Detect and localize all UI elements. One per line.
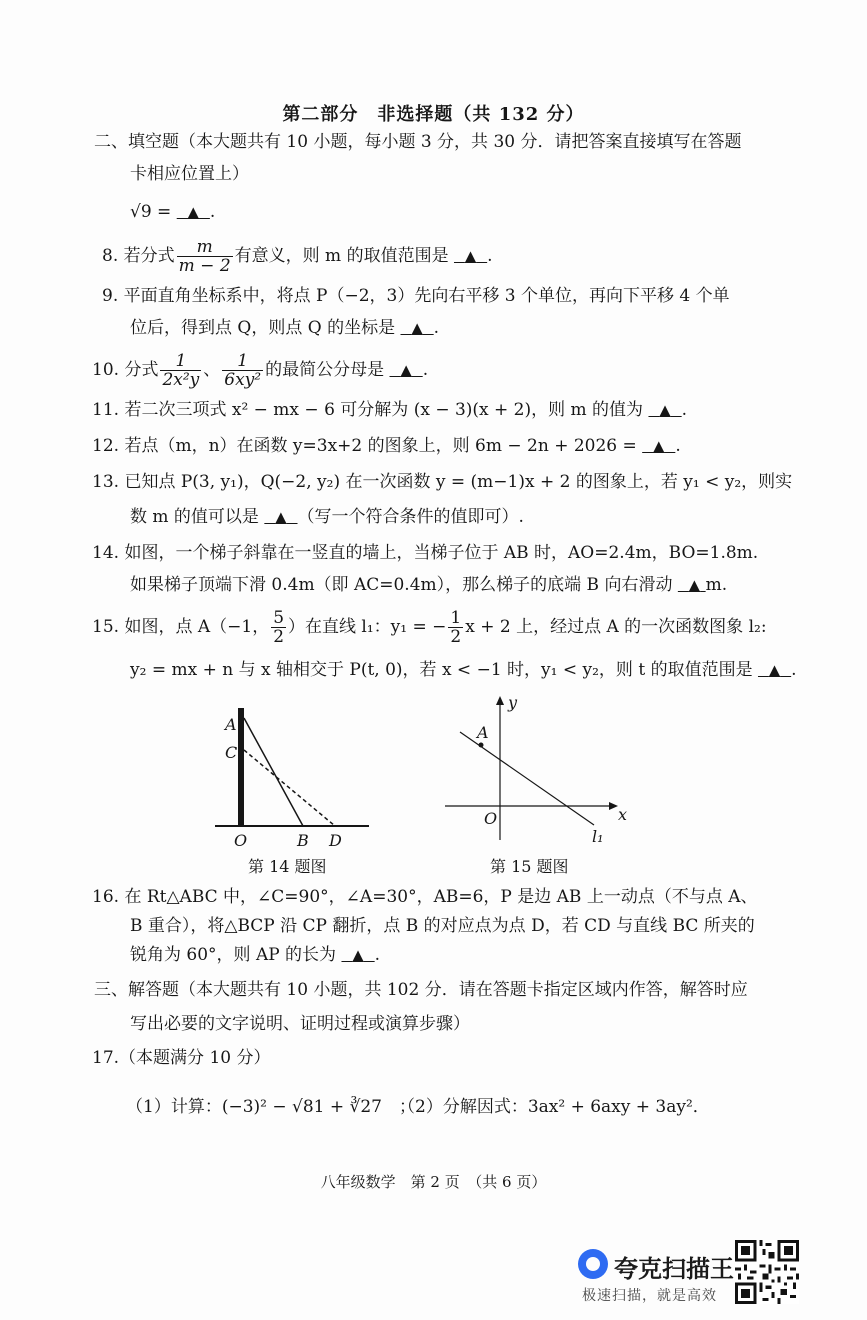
q13-line-2: 数 m 的值可以是 xyxy=(130,507,259,527)
fill-blank-heading: 二、填空题（本大题共有 10 小题，每小题 3 分，共 30 分．请把答案直接填写在答题 xyxy=(94,132,742,152)
q14-line-2: 如果梯子顶端下滑 0.4m（即 AC=0.4m），那么梯子的底端 B 向右滑动 xyxy=(130,575,673,595)
label-o: O xyxy=(234,831,248,850)
q11-text: 若二次三项式 x² − mx − 6 可分解为 (x − 3)(x + 2)，则 m 的值为 xyxy=(124,400,644,420)
ladder-ab xyxy=(244,718,303,826)
q8-prefix: 若分式 xyxy=(123,246,175,266)
question-number: 13. xyxy=(92,472,120,492)
question-number: 16. xyxy=(92,887,120,907)
label-l1: l₁ xyxy=(592,827,604,846)
label-x: x xyxy=(618,805,628,824)
q9-line-1: 平面直角坐标系中，将点 P（−2，3）先向右平移 3 个单位，再向下平移 4 个单 xyxy=(123,286,730,306)
question-number: 8. xyxy=(102,246,119,266)
q16-line-1: 在 Rt△ABC 中，∠C=90°，∠A=30°，AB=6，P 是边 AB 上一动点（不与点 A、 xyxy=(124,887,758,907)
question-16-line-2: B 重合），将△BCP 沿 CP 翻折，点 B 的对应点为点 D，若 CD 与直线 BC 所夹的 xyxy=(130,916,755,936)
q15-fraction-1: $\frac{5}{2}$ xyxy=(273,608,285,647)
question-17-part-2: （2）分解因式：3ax² + 6axy + 3ay²． xyxy=(398,1097,710,1117)
answer-blank: ▲ xyxy=(688,576,701,594)
scanner-slogan: 极速扫描，就是高效 xyxy=(582,1288,717,1304)
label-b: B xyxy=(297,831,309,850)
q8-fraction: $\frac{m}{m - 2}$ xyxy=(178,237,231,276)
label-d: D xyxy=(329,831,342,850)
answer-blank: ▲ xyxy=(411,319,423,337)
question-11: 11. 若二次三项式 x² − mx − 6 可分解为 (x − 3)(x + 2)，则 m 的值为 ▲ . xyxy=(92,400,688,420)
question-9-cont: 位后，得到点 Q，则点 Q 的坐标是 ▲ . xyxy=(130,318,440,338)
question-13-cont: 数 m 的值可以是 ▲ （写一个符合条件的值即可）. xyxy=(130,507,524,527)
question-number: 15. xyxy=(92,617,120,637)
label-a: A xyxy=(225,715,237,734)
quark-logo-icon xyxy=(578,1249,608,1279)
x-axis-arrow xyxy=(609,802,618,810)
question-number: 9. xyxy=(102,286,119,306)
question-14 xyxy=(92,541,758,565)
question-16 xyxy=(92,885,758,909)
label-o: O xyxy=(484,809,498,828)
q10-prefix: 分式 xyxy=(124,360,159,380)
q12-text: 若点（m，n）在函数 y=3x+2 的图象上，则 6m − 2n + 2026 = xyxy=(124,436,637,456)
question-17-title: 17.（本题满分 10 分） xyxy=(92,1048,271,1068)
answer-section-heading-cont: 写出必要的文字说明、证明过程或演算步骤） xyxy=(130,1014,470,1034)
question-17-part-1: （1）计算：(−3)² − √81 + ∛27 ； xyxy=(126,1097,416,1117)
q13-line-1: 已知点 P(3, y₁)，Q(−2, y₂) 在一次函数 y = (m−1)x + 2 的图象上，若 y₁ < y₂，则实 xyxy=(124,472,793,492)
question-14-cont: 如果梯子顶端下滑 0.4m（即 AC=0.4m），那么梯子的底端 B 向右滑动 ▲ m. xyxy=(130,575,728,595)
answer-blank: ▲ xyxy=(187,203,200,221)
wall xyxy=(238,708,244,826)
question-7: √9 = ▲ . xyxy=(130,202,216,222)
question-12: 12. 若点（m，n）在函数 y=3x+2 的图象上，则 6m − 2n + 2026 = ▲ . xyxy=(92,436,681,456)
q15-fraction-2: $\frac{1}{2}$ xyxy=(450,608,462,647)
qr-code-icon xyxy=(735,1240,799,1304)
figure-15-caption: 第 15 题图 xyxy=(490,857,569,876)
answer-blank: ▲ xyxy=(400,361,412,379)
q9-line-2: 位后，得到点 Q，则点 Q 的坐标是 xyxy=(130,318,396,338)
label-a: A xyxy=(477,723,489,742)
figure-14-caption: 第 14 题图 xyxy=(248,857,327,876)
q14-line-1: 如图，一个梯子斜靠在一竖直的墙上，当梯子位于 AB 时，AO=2.4m，BO=1.8m. xyxy=(124,543,759,563)
q10-fraction-1: $\frac{1}{\text{2x²y}}$ xyxy=(162,351,200,390)
question-8: 8. 若分式 $\frac{m}{m - 2}$ 有意义，则 m 的取值范围是 ▲ . xyxy=(102,237,493,276)
question-number: 12. xyxy=(92,436,120,456)
answer-blank: ▲ xyxy=(652,437,665,455)
q15-line-2: y₂ = mx + n 与 x 轴相交于 P(t, 0)，若 x < −1 时，y₁ < y₂，则 t 的取值范围是 xyxy=(130,660,753,680)
answer-blank: ▲ xyxy=(659,401,671,419)
section-title: 第二部分 非选择题（共 132 分） xyxy=(282,104,585,125)
q7-expression: √9 = xyxy=(130,202,172,222)
answer-blank: ▲ xyxy=(352,946,364,964)
y-axis-arrow xyxy=(496,696,504,705)
question-number: 11. xyxy=(92,400,120,420)
figure-15 xyxy=(440,690,640,855)
question-15: 15. 如图，点 A（−1， $\frac{5}{2}$ ）在直线 l₁：y₁ = − $\frac{1}{2}$ x + 2 上，经过点 A 的一次函数图象 l₂: xyxy=(92,608,767,647)
question-15-cont: y₂ = mx + n 与 x 轴相交于 P(t, 0)，若 x < −1 时，y₁ < y₂，则 t 的取值范围是 ▲ . xyxy=(130,660,797,680)
answer-blank: ▲ xyxy=(464,247,477,265)
question-13 xyxy=(92,470,792,494)
q10-fraction-2: $\frac{1}{\text{6xy²}}$ xyxy=(224,351,262,390)
answer-section-heading: 三、解答题（本大题共有 10 小题，共 102 分．请在答题卡指定区域内作答，解答时应 xyxy=(94,980,748,1000)
label-y: y xyxy=(508,693,518,712)
label-c: C xyxy=(225,743,238,762)
page-footer: 八年级数学 第 2 页 （共 6 页） xyxy=(320,1173,547,1191)
q10-suffix: 的最简公分母是 xyxy=(265,360,385,380)
q8-suffix: 有意义，则 m 的取值范围是 xyxy=(234,246,449,266)
fill-blank-heading-cont: 卡相应位置上） xyxy=(130,164,249,184)
point-a xyxy=(479,743,484,748)
question-16-line-3: 锐角为 60°，则 AP 的长为 ▲ . xyxy=(130,945,381,965)
question-number: 14. xyxy=(92,543,120,563)
scanner-brand-name: 夸克扫描王 xyxy=(614,1255,734,1283)
figure-14 xyxy=(205,700,375,850)
answer-blank: ▲ xyxy=(275,508,287,526)
question-10: 10. 分式 $\frac{1}{\text{2x²y}}$ 、 $\frac{1}{\text{6xy²}}$ 的最简公分母是 ▲ . xyxy=(92,351,429,390)
answer-blank: ▲ xyxy=(768,661,781,679)
ladder-cd xyxy=(244,750,335,826)
question-number: 10. xyxy=(92,360,120,380)
question-9 xyxy=(102,284,730,308)
